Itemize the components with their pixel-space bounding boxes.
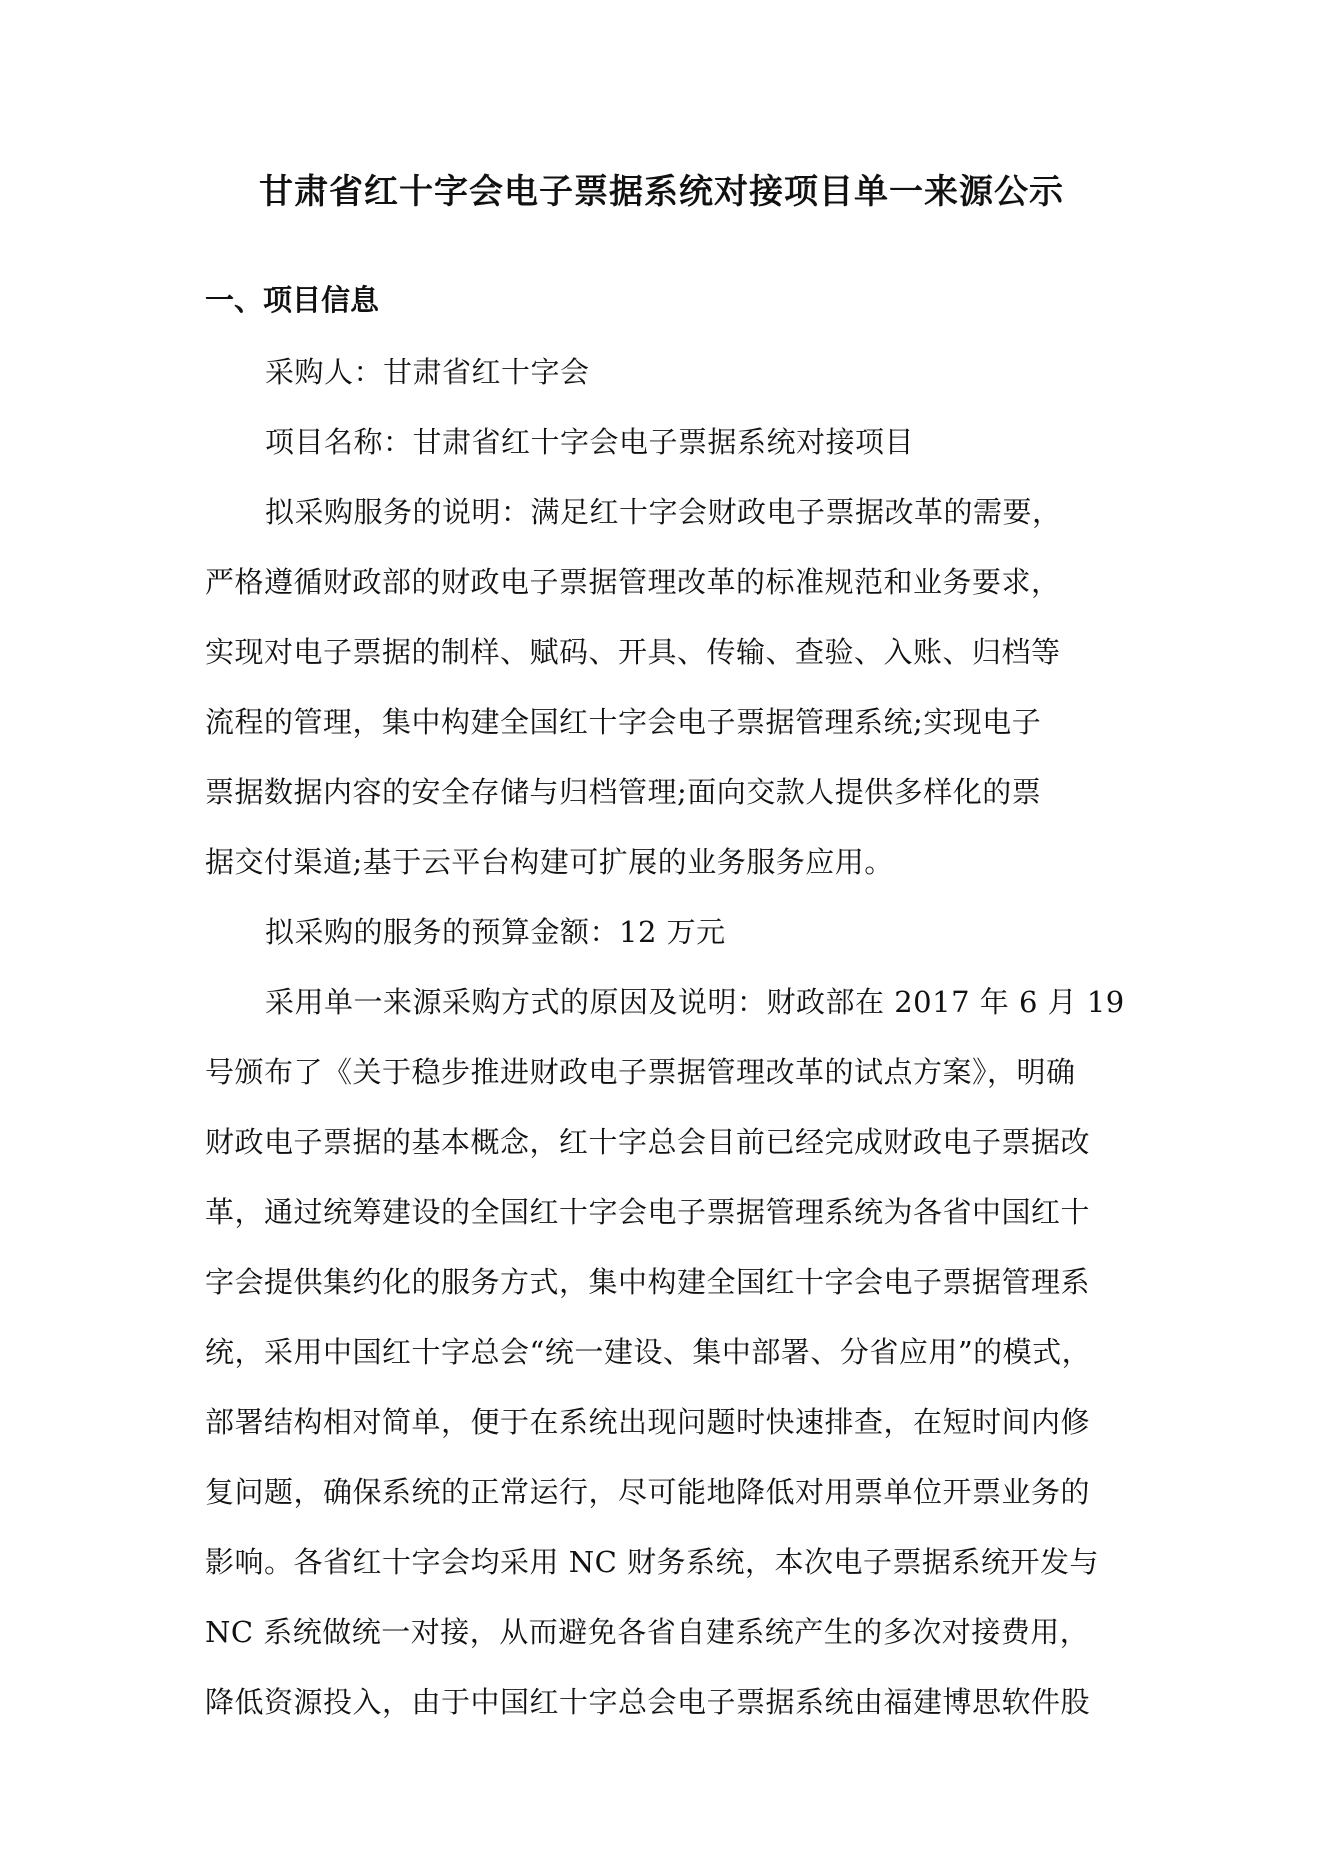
project-name-line: 项目名称：甘肃省红十字会电子票据系统对接项目	[265, 425, 915, 459]
purchaser-line: 采购人：甘肃省红十字会	[265, 355, 590, 389]
paragraph-line: 部署结构相对简单，便于在系统出现问题时快速排查，在短时间内修	[205, 1405, 1091, 1439]
paragraph-line: 票据数据内容的安全存储与归档管理;面向交款人提供多样化的票	[205, 775, 1042, 809]
paragraph-line: 严格遵循财政部的财政电子票据管理改革的标准规范和业务要求，	[205, 565, 1061, 599]
paragraph-line: 字会提供集约化的服务方式，集中构建全国红十字会电子票据管理系	[205, 1265, 1091, 1299]
paragraph-line: 复问题，确保系统的正常运行，尽可能地降低对用票单位开票业务的	[205, 1475, 1091, 1509]
paragraph-line: 号颁布了《关于稳步推进财政电子票据管理改革的试点方案》，明确	[205, 1055, 1076, 1089]
paragraph-line: NC 系统做统一对接，从而避免各省自建系统产生的多次对接费用，	[205, 1615, 1090, 1649]
paragraph-line: 影响。各省红十字会均采用 NC 财务系统，本次电子票据系统开发与	[205, 1545, 1100, 1579]
paragraph-line: 采用单一来源采购方式的原因及说明：财政部在 2017 年 6 月 19	[265, 985, 1125, 1019]
paragraph-line: 据交付渠道;基于云平台构建可扩展的业务服务应用。	[205, 845, 894, 879]
paragraph-line: 统，采用中国红十字总会“统一建设、集中部署、分省应用”的模式，	[205, 1335, 1092, 1369]
budget-line: 拟采购的服务的预算金额：12 万元	[265, 915, 726, 949]
paragraph-line: 实现对电子票据的制样、赋码、开具、传输、查验、入账、归档等	[205, 635, 1061, 669]
paragraph-line: 拟采购服务的说明：满足红十字会财政电子票据改革的需要，	[265, 495, 1062, 529]
section-heading: 一、项目信息	[205, 283, 380, 317]
document-title: 甘肃省红十字会电子票据系统对接项目单一来源公示	[259, 172, 1064, 212]
paragraph-line: 降低资源投入，由于中国红十字总会电子票据系统由福建博思软件股	[205, 1685, 1091, 1719]
paragraph-line: 流程的管理，集中构建全国红十字会电子票据管理系统;实现电子	[205, 705, 1042, 739]
paragraph-line: 革，通过统筹建设的全国红十字会电子票据管理系统为各省中国红十	[205, 1195, 1091, 1229]
paragraph-line: 财政电子票据的基本概念，红十字总会目前已经完成财政电子票据改	[205, 1125, 1091, 1159]
